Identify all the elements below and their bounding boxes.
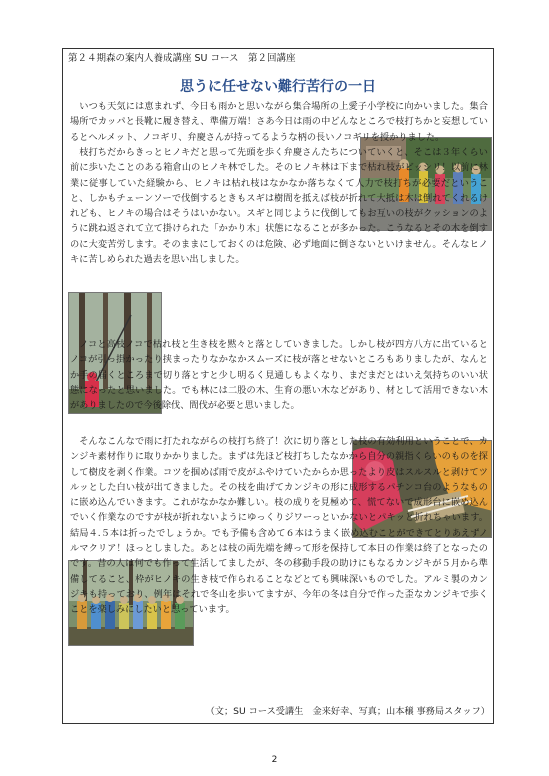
paragraph-kanjiki-text: そんなこんなで雨に打たれながらの枝打ち終了！次に切り落とした枝の有効利用ということで、カンジキ素材作りに取りかかりました。まずは先ほど枝打ちしたなかから自分の親指くらいのものを探して樹皮を剥く作業。コツを掴めば雨で皮がふやけていたからか思ったより皮はスルスルと剥けてツルッとした白い枝が出てきました。その枝を曲げてカンジキの形に成形するパチンコ台のようなものに嵌め込んでいきます。これがなかなか難しい。枝の成りを見極めて、慌てないで成形台に嵌め込んでいく作業なのですが枝が折れないようにゆっくりジワーっといかないとパキッと折れちゃいます。結局４.５本は折ったでしょうか。でも予備も含めて６本はうまく嵌め込むことができてとりあえずノルマクリア！ほっとしました。あとは枝の両先端を縛って形を保持して本日の作業は終了となったのです。昔の人は何でも作って生活してましたが、冬の移動手段の助けにもなるカンジキが５月から準備してること、枠がヒノキの生き枝で作られることなどとても興味深いものでした。アルミ製のカンジキも持っており、例年はそれで冬山を歩いてますが、今年の冬は自分で作った歪なカンジキで歩くことを楽しみにしたいと思っています。 bbox=[70, 436, 488, 616]
paragraph-kanjiki bbox=[70, 434, 488, 704]
article-credit: （文；SU コース受講生 金来好幸、写真；山本穣 事務局スタッフ） bbox=[205, 706, 490, 717]
paragraph-pruning bbox=[70, 337, 488, 433]
article-title: 思うに任せない難行苦行の一日 bbox=[180, 79, 376, 95]
paragraph-hinoki bbox=[70, 145, 488, 292]
page-number: 2 bbox=[271, 755, 278, 765]
paragraph-intro-text: いつも天気には恵まれず、今日も雨かと思いながら集合場所の上愛子小学校に向かいました。集合場所でカッパと長靴に履き替え、準備万端！さあ今日は雨の中どんなところで枝打ちかと妄想しているとヘルメット、ノコギリ、弁慶さんが持ってるような柄の長いノコギリを授かりました。 bbox=[70, 101, 488, 143]
paragraph-pruning-text: ノコと高枝ノコで枯れ枝と生き枝を黙々と落としていきました。しかし枝が四方八方に出ているとノコが引っ掛かったり挟まったりなかなかスムーズに枝が落とせないところもありましたが、なんとか手の届くところまで切り落とすと少し明るく見通しもよくなり、まだまだとはいえ気持ちのいい状態になったと思いました。でも林には二股の木、生育の悪い木などがあり、材として活用できない木がありましたので今後除伐、間伐が必要と思いました。 bbox=[70, 339, 488, 412]
paragraph-hinoki-text: 枝打ちだからきっとヒノキだと思って先頭を歩く弁慶さんたちについていくと、そこは３年くらい前に歩いたことのある箱倉山のヒノキ林でした。そのヒノキ林は下まで枯れ枝がビッシリ！以前に林業に従事していた経験から、ヒノキは枯れ枝はなかなか落ちなくて人力で枝打ちが必要だということ、しかもチェーンソーで伐倒するときもスギは樹間を抵えば枝が折れて大抵は木は倒れてくれるけれども、ヒノキの場合はそうはいかない。スギと同じように伐倒してもお互いの枝がクッションのように跳ね返されて立て掛けられた「かかり木」状態になることが多かった。こうなるとその木を倒すのに大変苦労します。そのままにしておくのは危険、必ず地面に倒さないといけません。そんなヒノキに苦しめられた過去を思い出しました。 bbox=[70, 147, 488, 266]
course-header: 第２４期森の案内人養成講座 SU コース 第２回講座 bbox=[68, 53, 296, 64]
paragraph-intro bbox=[70, 99, 488, 145]
